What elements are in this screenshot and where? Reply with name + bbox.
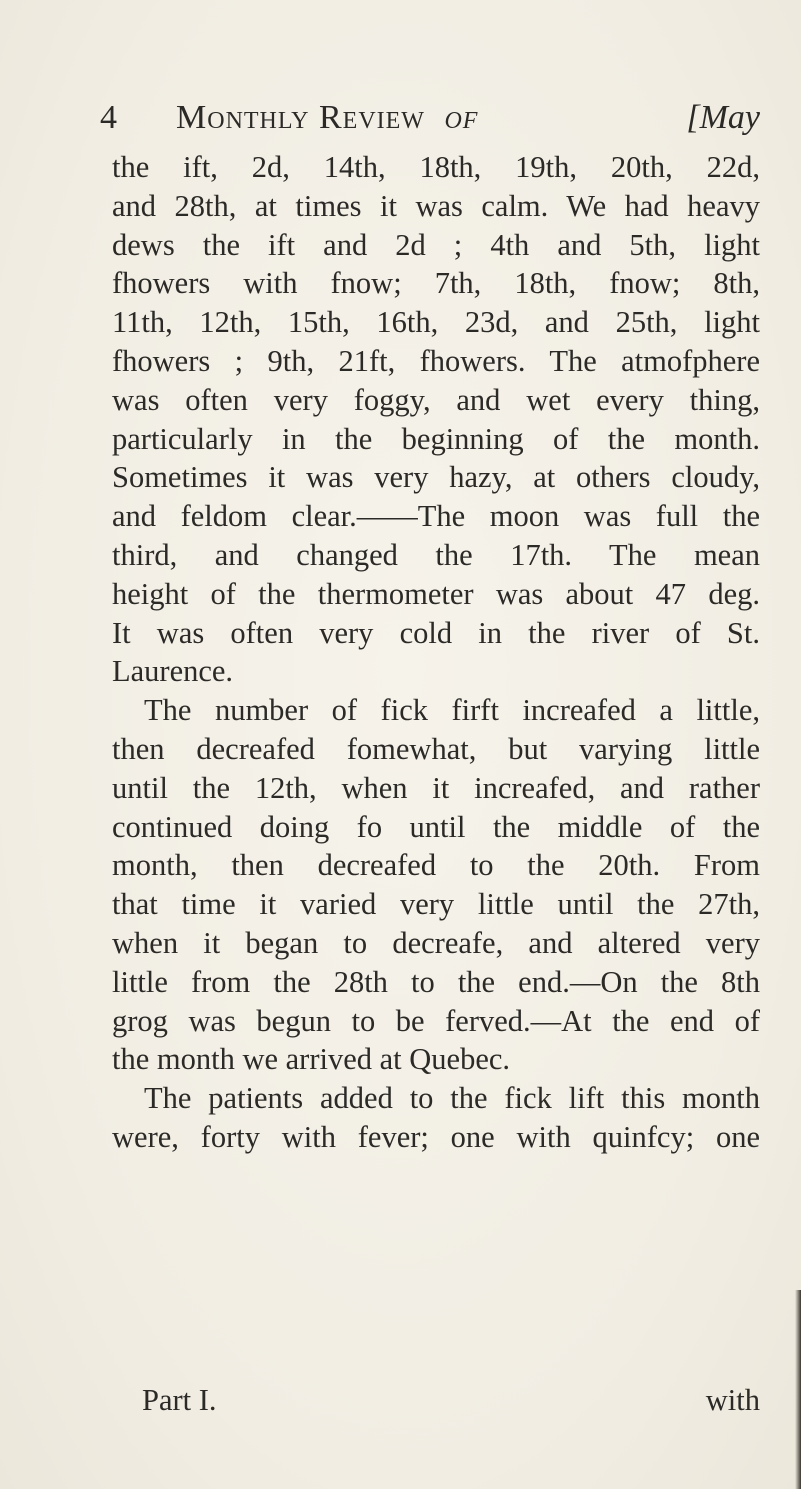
text-line: when it began to decreafe, and altered very [112,925,760,960]
running-title [176,96,478,140]
text-line: particularly in the beginning of the month. [112,421,760,456]
text-line: month, then decreafed to the 20th. From [112,848,760,883]
text-line: Sometimes it was very hazy, at others cloudy, [112,460,760,495]
text-line: then decreafed fomewhat, but varying little [112,731,760,766]
text-line: and feldom clear.——The moon was full the [112,499,760,534]
paragraph-start-line: The number of fick firft increafed a little, [144,693,760,728]
body-text [112,148,760,1157]
text-line: fhowers with fnow; 7th, 18th, fnow; 8th, [112,266,760,301]
running-title-word-of: of [444,99,479,136]
text-line: and 28th, at times it was calm. We had heavy [112,188,760,223]
text-line: the month we arrived at Quebec. [112,1042,511,1077]
text-line: 11th, 12th, 15th, 16th, 23d, and 25th, light [112,305,760,340]
header-month: [May [686,99,760,136]
running-title-word-monthly: Monthly [176,99,310,136]
page-footer [142,1380,760,1420]
text-line: until the 12th, when it increafed, and rather [112,770,760,805]
text-line: It was often very cold in the river of St. [112,615,760,650]
signature-mark: Part I. [142,1383,217,1417]
text-line: dews the ift and 2d ; 4th and 5th, light [112,227,760,262]
text-line: height of the thermometer was about 47 deg. [112,576,760,611]
text-line: Laurence. [112,654,234,689]
paragraph-start-line: The patients added to the fick lift this month [144,1081,760,1116]
text-line: the ift, 2d, 14th, 18th, 19th, 20th, 22d, [112,150,760,184]
running-title-word-review: Review [318,99,425,136]
page-number: 4 [100,99,117,136]
text-line: that time it varied very little until the 27th, [112,887,760,922]
page-edge-shadow [795,1290,801,1489]
text-line: were, forty with fever; one with quinfcy; one [112,1119,760,1154]
text-line: third, and changed the 17th. The mean [112,537,760,572]
text-line: little from the 28th to the end.—On the 8th [112,964,760,999]
text-line: was often very foggy, and wet every thing, [112,382,760,417]
running-header [100,96,760,140]
text-line: fhowers ; 9th, 21ft, fhowers. The atmofphere [112,343,760,378]
text-line: continued doing fo until the middle of the [112,809,760,844]
catchword: with [705,1383,760,1417]
text-line: grog was begun to be ferved.—At the end of [112,1003,760,1038]
